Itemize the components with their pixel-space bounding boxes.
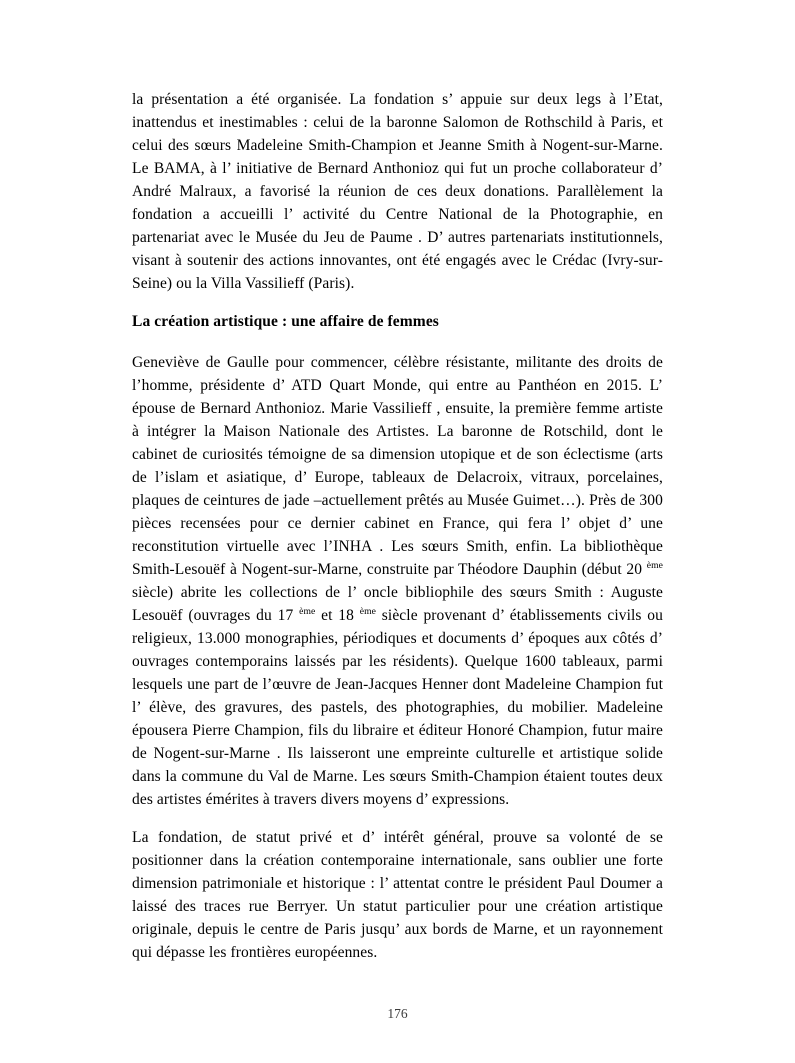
text-run: siècle provenant d’ établissements civils ou religieux, 13.000 monographies, périodiques et documents d’ époques aux côtés d’ ouvrages contemporains laissés par les résidents). Quelque 1600 tableaux, parmi lesquels une part de l’œuvre de Jean-Jacques Henner dont Madeleine Champion fut l’ élève, des gravures, des pastels, des photographies, du mobilier. Madeleine épousera Pierre Champion, fils du libraire et éditeur Honoré Champion, futur maire de Nogent-sur-Marne . Ils laisseront une empreinte culturelle et artistique solide dans la commune du Val de Marne. Les sœurs Smith-Champion étaient toutes deux des artistes émérites à travers divers moyens d’ expressions. <box>132 607 664 808</box>
page-number: 176 <box>387 1006 408 1021</box>
text-run: La création artistique : une affaire de femmes <box>132 313 439 330</box>
superscript-ordinal: ème <box>646 559 663 571</box>
superscript-ordinal: ème <box>299 605 316 617</box>
text-run: La fondation, de statut privé et d’ intérêt général, prouve sa volonté de se positionner dans la création contemporaine internationale, sans oublier une forte dimension patrimoniale et historique : l’ attentat contre le président Paul Doumer a laissé des traces rue Berryer. Un statut particulier pour une création artistique originale, depuis le centre de Paris jusqu’ aux bords de Marne, et un rayonnement qui dépasse les frontières européennes. <box>132 829 663 961</box>
text-block <box>132 88 663 979</box>
body-paragraph <box>132 351 663 811</box>
body-paragraph <box>132 88 663 295</box>
text-run: et 18 <box>315 607 360 624</box>
text-run: Geneviève de Gaulle pour commencer, célèbre résistante, militante des droits de l’homme, présidente d’ ATD Quart Monde, qui entre au Panthéon en 2015. L’ épouse de Bernard Anthonioz. Marie Vassilieff , ensuite, la première femme artiste à intégrer la Maison Nationale des Artistes. La baronne de Rotschild, dont le cabinet de curiosités témoigne de sa dimension utopique et de son éclectisme (arts de l’islam et asiatique, d’ Europe, tableaux de Delacroix, vitraux, porcelaines, plaques de ceintures de jade –actuellement prêtés au Musée Guimet…). Près de 300 pièces recensées pour ce dernier cabinet en France, qui fera l’ objet d’ une reconstitution virtuelle avec l’INHA . Les sœurs Smith, enfin. La bibliothèque Smith-Lesouëf à Nogent-sur-Marne, construite par Théodore Dauphin (début 20 <box>132 354 663 578</box>
text-run: siècle) abrite les collections de l’ oncle bibliophile des sœurs Smith : Auguste Lesouëf (ouvrages du 17 <box>132 584 663 624</box>
page-footer <box>0 1006 795 1022</box>
text-run: la présentation a été organisée. La fondation s’ appuie sur deux legs à l’Etat, inattendus et inestimables : celui de la baronne Salomon de Rothschild à Paris, et celui des sœurs Madeleine Smith-Champion et Jeanne Smith à Nogent-sur-Marne. Le BAMA, à l’ initiative de Bernard Anthonioz qui fut un proche collaborateur d’ André Malraux, a favorisé la réunion de ces deux donations. Parallèlement la fondation a accueilli l’ activité du Centre National de la Photographie, en partenariat avec le Musée du Jeu de Paume . D’ autres partenariats institutionnels, visant à soutenir des actions innovantes, ont été engagés avec le Crédac (Ivry-sur-Seine) ou la Villa Vassilieff (Paris). <box>132 91 663 292</box>
section-heading <box>132 310 663 333</box>
body-paragraph <box>132 826 663 964</box>
superscript-ordinal: ème <box>359 605 377 617</box>
